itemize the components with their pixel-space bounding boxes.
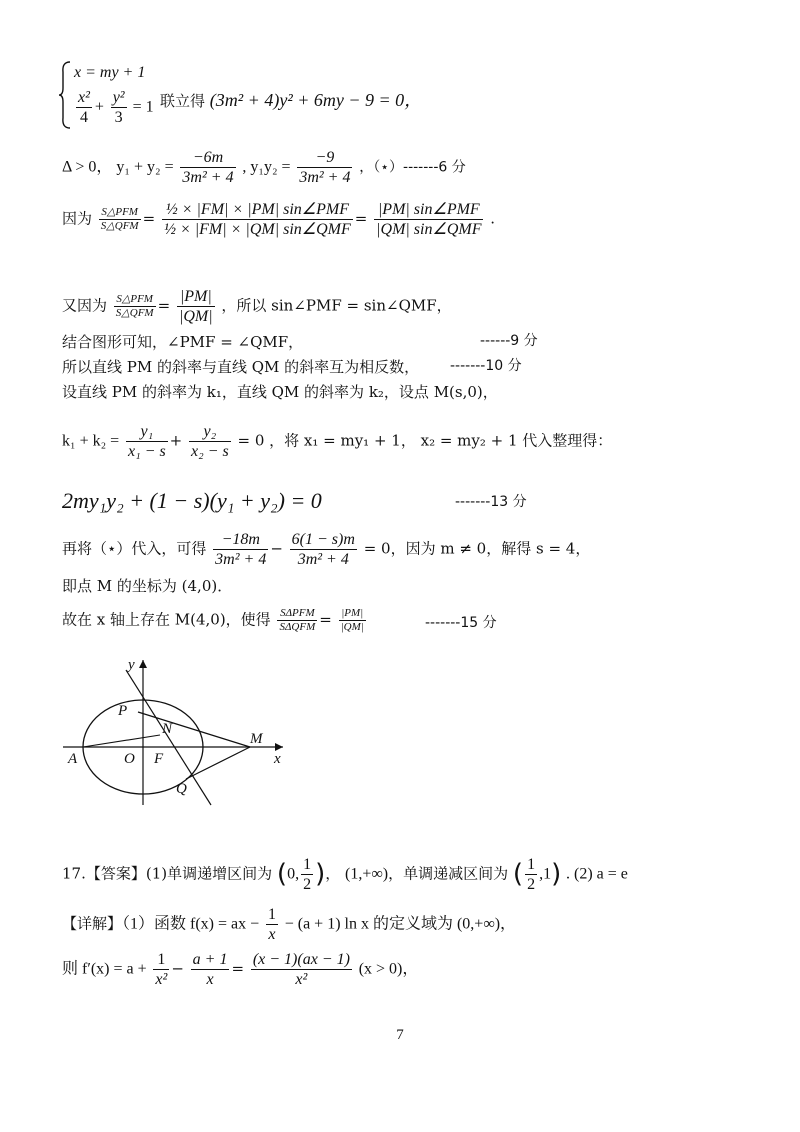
substitute-line: 再将（⋆）代入，可得 $\frac{-18m}{\text{3m² + 4}}$ − $\frac{6(1 - s)m}{\text{3m² + 4}}$ = 0，因为 m ≠ 0，解得 s = 4， [62,531,591,569]
slopes-line: 所以直线 PM 的斜率与直线 QM 的斜率互为相反数， [62,358,420,376]
k-sum-line: k₁ + k₂ = $\frac{\text{y₁}}{\text{x₁ − s}}$ + $\frac{\text{y₂}}{\text{x₂ − s}}$ = 0 ，将 x₁ = my₁ + 1， x₂ = my₂ + 1 代入整理得： [62,423,613,461]
set-slopes-line: 设直线 PM 的斜率为 k₁，直线 QM 的斜率为 k₂，设点 M(s,0)， [62,383,498,401]
line-pq [126,670,211,805]
page-number: 7 [396,1027,404,1043]
segment-qm [186,747,250,779]
because-line: 因为 $\frac{\text{S△PFM}}{\text{S△QFM}}$ = $\frac{\text{½ × |FM| × |PM| sin∠PMF}}{\text{½ × |FM| × |QM| sin∠QMF}}$ = $\frac{\text{|PM| sin∠PMF}}{\text{|QM| sin∠QMF}}$ . [62,201,496,239]
segment-an [83,735,160,747]
q17-answer: 17.【答案】(1)单调递增区间为 (0, $\frac{1}{2}$ )， (1,+∞)，单调递减区间为 ( $\frac{1}{2}$ ,1) . (2) a = e [62,856,628,894]
segment-pm [138,712,250,747]
score-15: -------15 分 [425,615,497,631]
key-equation: 2my₁y₂ + (1 − s)(y₁ + y₂) = 0 [62,488,322,513]
also-line: 又因为 $\frac{\text{S△PFM}}{\text{S△QFM}}$ = $\frac{|PM|}{|QM|}$ ，所以 sin∠PMF = sin∠QMF， [62,288,452,326]
point-line: 即点 M 的坐标为 (4,0)． [62,577,233,595]
label-n: N [162,721,173,737]
system-eq2: $\frac{\text{x²}}{4}$ + $\frac{\text{y²}}{3}$ = 1 [78,89,154,127]
label-o: O [124,751,135,767]
label-p: P [118,703,128,719]
delta-line: Δ > 0， y₁ + y₂ = $\frac{-6m}{\text{3m² + 4}}$ , y₁y₂ = $\frac{-9}{\text{3m² + 4}}$ ，（⋆）-------6 分 [62,149,466,187]
label-f: F [154,751,164,767]
combine-figure-line: 结合图形可知，∠PMF = ∠QMF， [62,333,304,351]
x-axis-arrow [275,743,283,751]
exist-line: 故在 x 轴上存在 M(4,0)，使得 $\frac{\text{SΔPFM}}{\text{SΔQFM}}$ = $\frac{|PM|}{|QM|}$ [62,607,364,634]
score-9: ------9 分 [480,333,538,349]
system-brace [58,60,72,130]
label-a: A [68,751,78,767]
system-eq1: x = my + 1 [74,64,146,81]
label-y: y [128,657,135,673]
q17-detail: 【详解】（1）函数 f(x) = ax − $\frac{1}{x}$ − (a + 1) ln x 的定义域为 (0,+∞)， [62,906,517,944]
y-axis-arrow [139,660,147,668]
label-m: M [250,731,263,747]
label-q: Q [176,781,187,797]
score-13: -------13 分 [455,494,527,510]
label-x: x [274,751,281,767]
combine-line: 联立得 (3m² + 4)y² + 6my − 9 = 0， [160,90,423,110]
score-10: -------10 分 [450,358,522,374]
ellipse-figure [58,655,293,810]
q17-derivative: 则 f′(x) = a + $\frac{1}{\text{x²}}$ − $\frac{a + 1}{x}$ = $\frac{(x - 1)(ax - 1)}{\text{x²}}$ (x > 0)， [62,951,419,989]
